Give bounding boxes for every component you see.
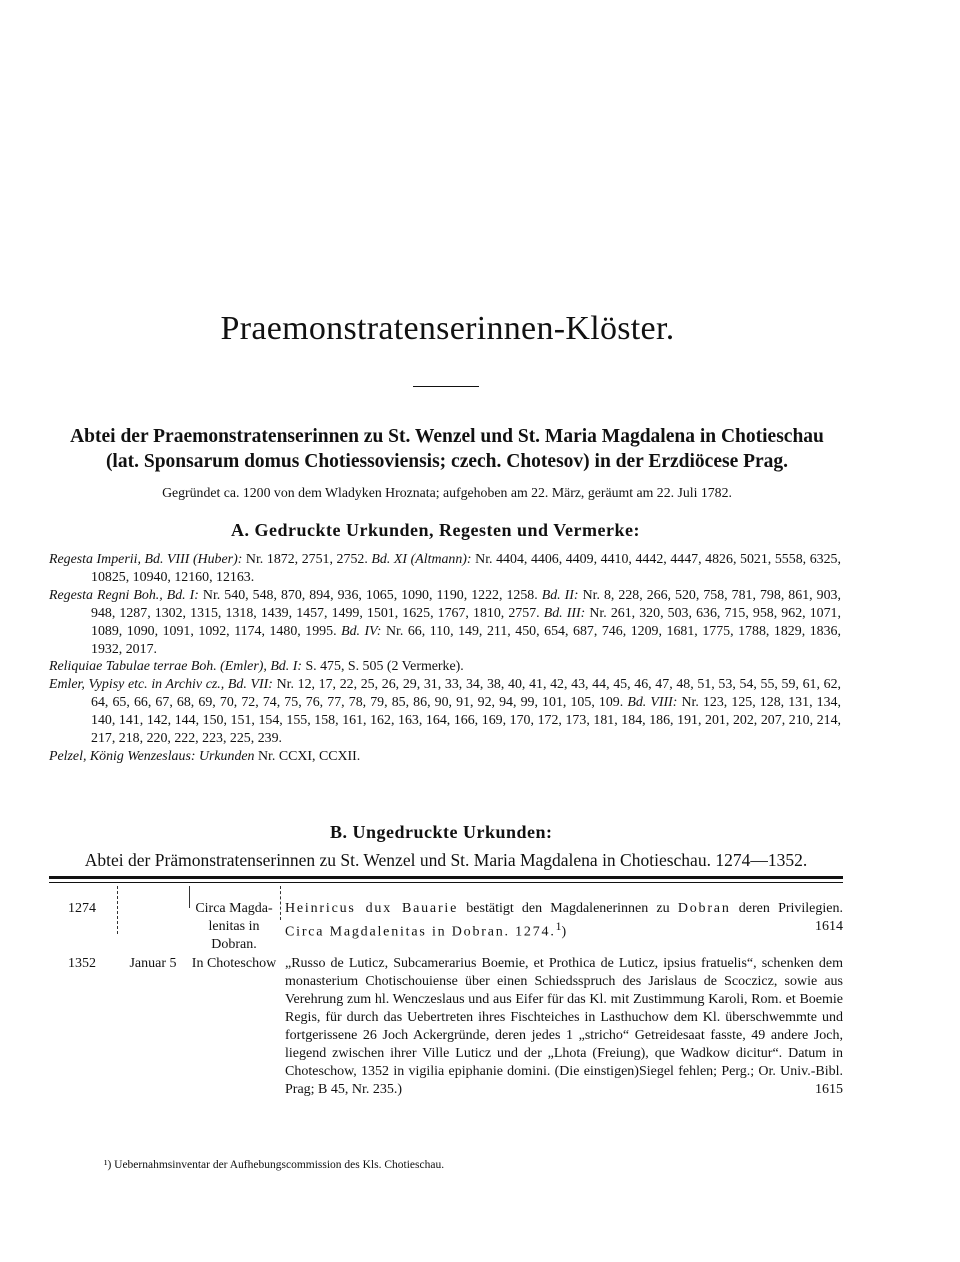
entry-date: Januar 5 — [129, 956, 177, 971]
founding-note: Gegründet ca. 1200 von dem Wladyken Hroznata; aufgehoben am 22. März, geräumt am 22. Juli 1782. — [162, 485, 732, 500]
ref-source: Bd. VIII: — [627, 695, 678, 711]
entry-place: Circa Magda-lenitas in Dobran. — [195, 901, 273, 952]
table-rule-thick — [49, 876, 843, 879]
ref-pelzel — [49, 748, 841, 766]
ref-numbers: Nr. CCXI, CCXII. — [258, 748, 361, 764]
entry-year: 1274 — [68, 901, 96, 916]
regest-text: deren Privilegien. — [730, 901, 844, 916]
ref-reliquiae — [49, 658, 841, 676]
ref-numbers: Nr. 66, 110, 149, 211, 450, 654, 687, 746, 1209, 1681, 1775, 1788, 1829, 1836, 1932, 2017. — [91, 623, 841, 657]
regest-name: Heinricus dux Bauarie — [285, 901, 459, 916]
footnote-mark: 1 — [555, 920, 562, 933]
entry-number: 1615 — [815, 1082, 843, 1097]
section-b-heading: B. Ungedruckte Urkunden: — [330, 822, 553, 842]
ref-source: Bd. XI (Altmann): — [371, 552, 472, 567]
ref-regesta-imperii — [49, 551, 841, 587]
ref-source: Bd. III: — [543, 605, 586, 621]
entry-place: In Choteschow — [191, 956, 277, 971]
regest-text: „Russo de Luticz, Subcamerarius Boemie, et Prothica de Luticz, ipsius fratuelis“, schenken dem monasterium Chotischouiense über einen Schiedsspruch des Jarislaus de Scoczicz, sowie aus Verehrung zum hl. Wenczeslaus und aus Eifer für das Kl. mit Zustimmung Karoli, Rom. et Boemie Regis, für durch das Uebertreten ihres Fischteiches in Lasthuchow dem Kl. überschwemmte und fortgerissene 26 Joch Ackergründe, deren jedes 1 „stricho“ Getreidesaat fasste, 49 andere Joch, liegend zwischen ihrer Ville Luticz und der „Lhota (Freiung), que Wadkow dicitur“. Datum in Choteschow, 1352 in vigilia epiphanie domini. (Die einstigen)Siegel fehlen; Perg.; Or. Univ.-Bibl. Prag; B 45, Nr. 235.) — [285, 956, 843, 1097]
ref-numbers: Nr. 261, 320, 503, 636, 715, 958, 962, 1071, 1089, 1090, 1091, 1092, 1174, 1480, 1995. — [91, 605, 841, 639]
entry-regest — [285, 900, 843, 942]
entry-regest — [285, 955, 843, 1099]
section-b-subheading: Abtei der Prämonstratenserinnen zu St. Wenzel und St. Maria Magdalena in Chotieschau. 1274—1352. — [84, 850, 808, 870]
printed-references — [49, 551, 841, 766]
ref-numbers: Nr. 12, 17, 22, 25, 26, 29, 31, 33, 34, 38, 40, 41, 42, 43, 44, 45, 46, 47, 48, 51, 53, 54, 55, 59, 61, 62, 64, 65, 66, 67, 68, 69, 70, 72, 74, 75, 76, 77, 78, 79, 85, 86, 90, 91, 92, 94, 99, 101, 105, 109. — [91, 677, 841, 711]
ref-numbers: Nr. 4404, 4406, 4409, 4410, 4442, 4447, 4826, 5021, 5558, 6325, 10825, 10940, 12160, 12163. — [91, 552, 841, 585]
ref-source: Reliquiae Tabulae terrae Boh. (Emler), Bd. I: — [49, 659, 302, 675]
ref-source: Regesta Imperii, Bd. VIII (Huber): — [49, 552, 243, 567]
ref-source: Emler, Vypisy etc. in Archiv cz., Bd. VII: — [49, 677, 273, 693]
ref-numbers: S. 475, S. 505 (2 Vermerke). — [305, 659, 464, 675]
ref-source: Bd. IV: — [341, 623, 382, 639]
ref-numbers: Nr. 540, 548, 870, 894, 936, 1065, 1090, 1190, 1222, 1258. — [202, 587, 538, 603]
ref-source: Bd. II: — [541, 587, 579, 603]
column-divider — [189, 886, 190, 908]
column-divider — [117, 886, 118, 934]
ref-numbers: Nr. 1872, 2751, 2752. — [245, 552, 368, 567]
ref-source: Regesta Regni Boh., Bd. I: — [49, 587, 199, 603]
ref-numbers: Nr. 123, 125, 128, 131, 134, 140, 141, 142, 144, 150, 151, 154, 155, 158, 161, 162, 163, 164, 166, 169, 170, 172, 173, 181, 184, 186, 191, 201, 202, 207, 210, 214, 217, 218, 220, 222, 223, 225, 239. — [91, 695, 841, 747]
regest-text: ) — [561, 924, 567, 940]
ref-numbers: Nr. 8, 228, 266, 520, 758, 781, 798, 861, 903, 948, 1287, 1302, 1315, 1318, 1439, 1457, 1499, 1501, 1625, 1767, 1810, 2757. — [91, 587, 841, 621]
entry-year: 1352 — [68, 956, 96, 971]
section-a-heading: A. Gedruckte Urkunden, Regesten und Vermerke: — [231, 520, 640, 540]
table-rule-thin — [49, 882, 843, 883]
abbey-heading-line2: (lat. Sponsarum domus Chotiessoviensis; czech. Chotesov) in der Erzdiöcese Prag. — [105, 451, 789, 472]
abbey-heading — [49, 424, 845, 474]
entry-number: 1614 — [815, 919, 843, 934]
column-divider — [280, 886, 281, 920]
footnote: ¹) Uebernahmsinventar der Aufhebungscommission des Kls. Chotieschau. — [104, 1159, 445, 1171]
regest-text: bestätigt den Magdalenerinnen zu — [458, 901, 678, 916]
abbey-heading-line1: Abtei der Praemonstratenserinnen zu St. Wenzel und St. Maria Magdalena in Chotieschau — [70, 426, 824, 447]
ref-emler — [49, 676, 841, 748]
regest-quote: Circa Magdalenitas in Dobran. 1274. — [285, 924, 556, 940]
title-divider — [413, 386, 479, 387]
ref-source: Pelzel, König Wenzeslaus: Urkunden — [49, 748, 255, 764]
ref-regesta-regni — [49, 587, 841, 659]
regest-place: Dobran — [677, 901, 731, 916]
page-title: Praemonstratenserinnen-Klöster. — [220, 310, 675, 347]
